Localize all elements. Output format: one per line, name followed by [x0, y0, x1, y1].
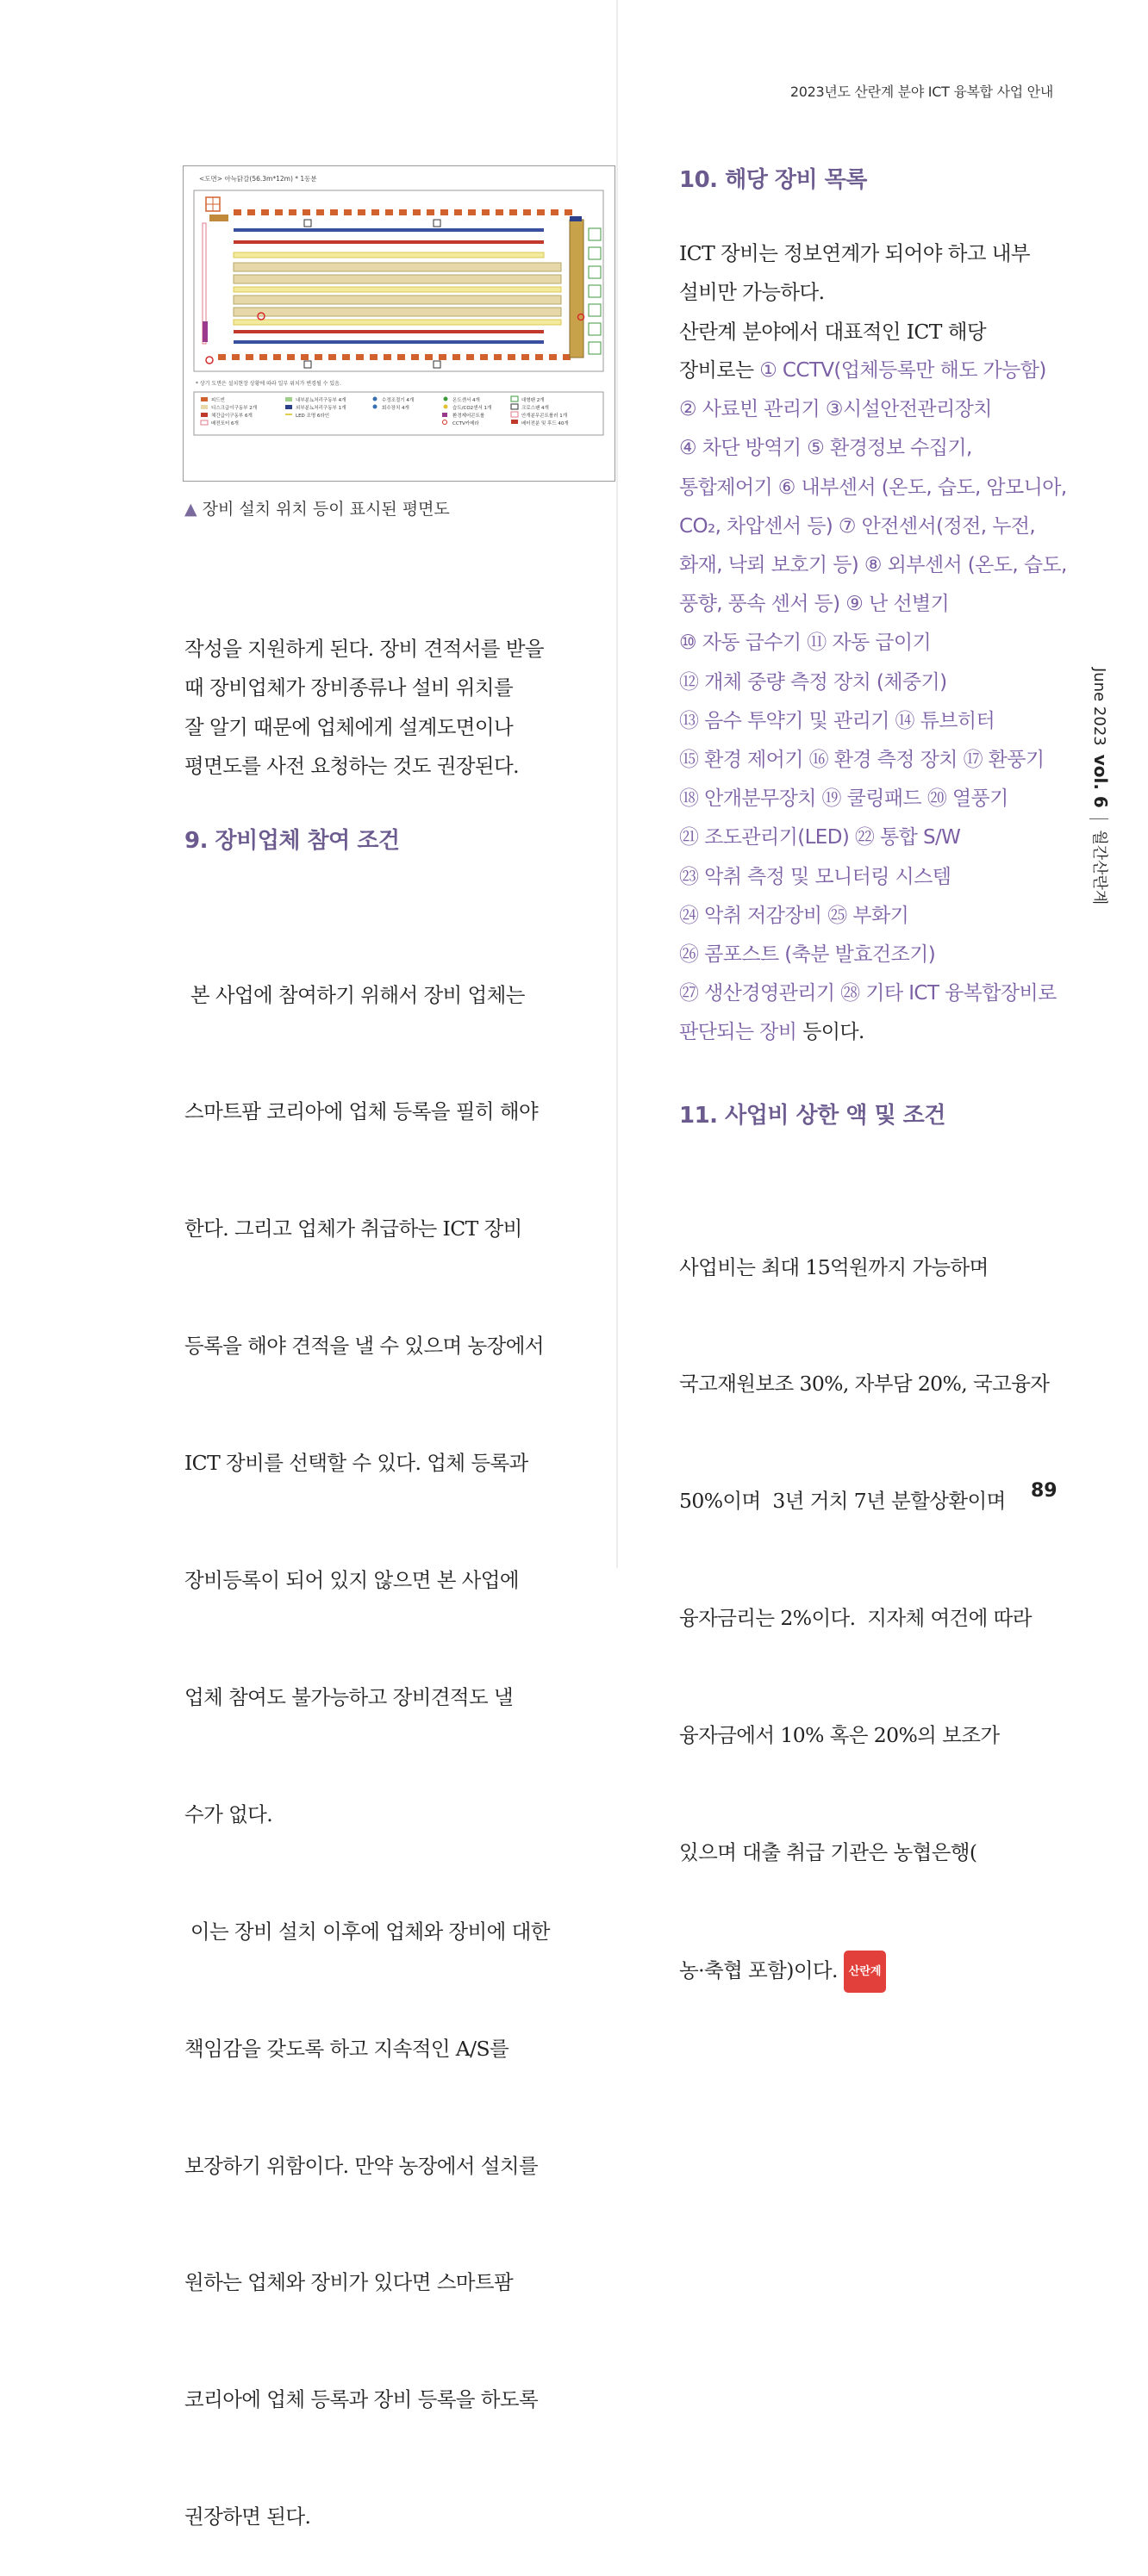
equipment-list: [679, 352, 1067, 1053]
svg-text:피드빈: 피드빈: [211, 398, 225, 403]
figure-caption: [184, 496, 450, 520]
fan-column: [589, 228, 601, 354]
svg-text:대형팬 2개: 대형팬 2개: [521, 398, 545, 403]
list-tail: 판단되는 장비: [679, 1021, 797, 1044]
svg-text:내부분뇨처리구동부 4개: 내부분뇨처리구동부 4개: [296, 398, 346, 403]
list-item: ㉔ 악취 저감장비 ㉕ 부화기: [679, 904, 909, 927]
list-item: ② 사료빈 관리기 ③시설안전관리장치: [679, 398, 992, 421]
svg-text:LED 조명 6라인: LED 조명 6라인: [296, 414, 330, 419]
svg-text:습도/CO2센서 1개: 습도/CO2센서 1개: [452, 406, 492, 411]
list-item: ④ 차단 방역기 ⑤ 환경정보 수집기,: [679, 437, 972, 460]
left-paragraph-2: 본 사업에 참여하기 위해서 장비 업체는 스마트팜 코리아에 업체 등록을 필히 해야 한다. 그리고 업체가 취급하는 ICT 장비 등록을 해야 견적을 낼 수 있으며 농장에서 ICT 장비를 선택할 수 있다. 업체 등록과 장비등록이 되어 있지 않으면 본 사업에 업체 참여도 불가능하고 장비견적도 낼 수가 없다. 이는 장비 설치 이후에 업체와 장비에 대한 책임감을 갖도록 하고 지속적인 A/S를 보장하기 위함이다. 만약 농장에서 설치를 원하는 업체와 장비가 있다면 스마트팜 코리아에 업체 등록과 장비 등록을 하도록 권장하면 된다.: [184, 982, 550, 2529]
cage-rows: [234, 228, 561, 344]
svg-text:디스크급이구동부 2개: 디스크급이구동부 2개: [211, 406, 258, 411]
section-heading-11: 11. 사업비 상한 액 및 조건: [679, 1103, 945, 1129]
list-lead: 장비로는: [679, 359, 760, 382]
legend: [201, 396, 569, 426]
magazine-name: 월간산란계: [1090, 830, 1108, 905]
list-tail-end: 등이다.: [796, 1021, 864, 1044]
control-panel: [203, 321, 208, 342]
list-item: ① CCTV(업체등록만 해도 가능함): [759, 359, 1046, 382]
svg-text:안개분무콘트롤러 1개: 안개분무콘트롤러 1개: [521, 414, 568, 419]
list-item: ㉑ 조도관리기(LED) ㉒ 통합 S/W: [679, 826, 961, 849]
list-item: CO₂, 차압센서 등) ⑦ 안전센서(정전, 누전,: [679, 514, 1036, 538]
list-item: ㉓ 악취 측정 및 모니터링 시스템: [679, 865, 951, 888]
page-number: 89: [1031, 1480, 1058, 1502]
figure-caption-text: 장비 설치 위치 등이 표시된 평면도: [202, 500, 450, 519]
section-heading-10: 10. 해당 장비 목록: [679, 167, 867, 193]
svg-text:크로스팬 4개: 크로스팬 4개: [521, 406, 549, 411]
right-paragraph-11: 사업비는 최대 15억원까지 가능하며 국고재원보조 30%, 자부담 20%, 국고융자 50%이며 3년 거치 7년 분할상환이며 융자금리는 2%이다. 지자체 여건에 따라 융자금에서 10% 혹은 20%의 보조가 있으며 대출 취급 기관은 농협은행( 농·축협 포함)이다. 산란계: [679, 1170, 1049, 2032]
svg-text:온도센서 4개: 온도센서 4개: [452, 398, 480, 403]
list-item: 풍향, 풍속 센서 등) ⑨ 난 선별기: [679, 593, 950, 616]
issue-volume: vol. 6: [1090, 754, 1111, 808]
top-feeder-row: [234, 209, 572, 215]
end-unit: [570, 220, 583, 358]
svg-text:회수장치 4개: 회수장치 4개: [382, 406, 409, 411]
page-gutter: [616, 0, 618, 1568]
floor-plan-note: * 상기 도면은 설치현장 상황에 따라 일부 위치가 변경될 수 있음.: [196, 381, 341, 387]
svg-text:수정조절기 4개: 수정조절기 4개: [382, 398, 415, 403]
svg-text:배전포터 6개: 배전포터 6개: [211, 421, 239, 426]
section-heading-9: 9. 장비업체 참여 조건: [184, 828, 400, 854]
right-intro: ICT 장비는 정보연계가 되어야 하고 내부 설비만 가능하다. 산란계 분야에서 대표적인 ICT 해당: [679, 241, 1031, 344]
left-paragraph-1: 작성을 지원하게 된다. 장비 견적서를 받을 때 장비업체가 장비종류나 설비 위치를 잘 알기 때문에 업체에게 설계도면이나 평면도를 사전 요청하는 것도 권장된다.: [184, 637, 544, 778]
svg-text:배터전분 및 후드 40개: 배터전분 및 후드 40개: [521, 421, 569, 426]
list-item: ⑬ 음수 투약기 및 관리기 ⑭ 튜브히터: [679, 709, 995, 732]
floor-plan-figure: [183, 165, 615, 482]
floor-plan-title: <도면> 아늑닭갈(56.3m*12m) * 1동분: [199, 175, 317, 183]
bottom-feeder-row: [218, 354, 571, 360]
list-item: ⑫ 개체 중량 측정 장치 (체중기): [679, 670, 947, 694]
list-item: ㉗ 생산경영관리기 ㉘ 기타 ICT 융복합장비로: [679, 982, 1057, 1005]
feed-conveyor: [209, 215, 228, 221]
list-item: ⑮ 환경 제어기 ⑯ 환경 측정 장치 ⑰ 환풍기: [679, 749, 1045, 772]
list-item: ⑩ 자동 급수기 ⑪ 자동 급이기: [679, 632, 932, 655]
side-divider: [1089, 818, 1108, 820]
cctv-marker: [206, 357, 213, 364]
running-header: 2023년도 산란계 분야 ICT 융복합 사업 안내: [789, 84, 1053, 100]
issue-month: June 2023: [1090, 668, 1108, 746]
end-mark-badge: 산란계: [844, 1951, 887, 1993]
svg-text:외부분뇨처리구동부 1개: 외부분뇨처리구동부 1개: [296, 406, 346, 411]
svg-text:CCTV카메라: CCTV카메라: [452, 421, 479, 426]
floor-plan-drawing: [184, 166, 614, 480]
side-issue-label: [1089, 668, 1112, 905]
svg-text:환경제어콘트롤: 환경제어콘트롤: [452, 414, 485, 419]
caption-triangle-icon: ▲: [184, 500, 197, 519]
svg-text:체간급이구동부 6개: 체간급이구동부 6개: [211, 414, 253, 419]
list-item: ⑱ 안개분무장치 ⑲ 쿨링패드 ⑳ 열풍기: [679, 787, 1008, 811]
list-item: 통합제어기 ⑥ 내부센서 (온도, 습도, 암모니아,: [679, 476, 1067, 499]
list-item: 화재, 낙뢰 보호기 등) ⑧ 외부센서 (온도, 습도,: [679, 554, 1067, 577]
list-item: ㉖ 콤포스트 (축분 발효건조기): [679, 943, 936, 967]
